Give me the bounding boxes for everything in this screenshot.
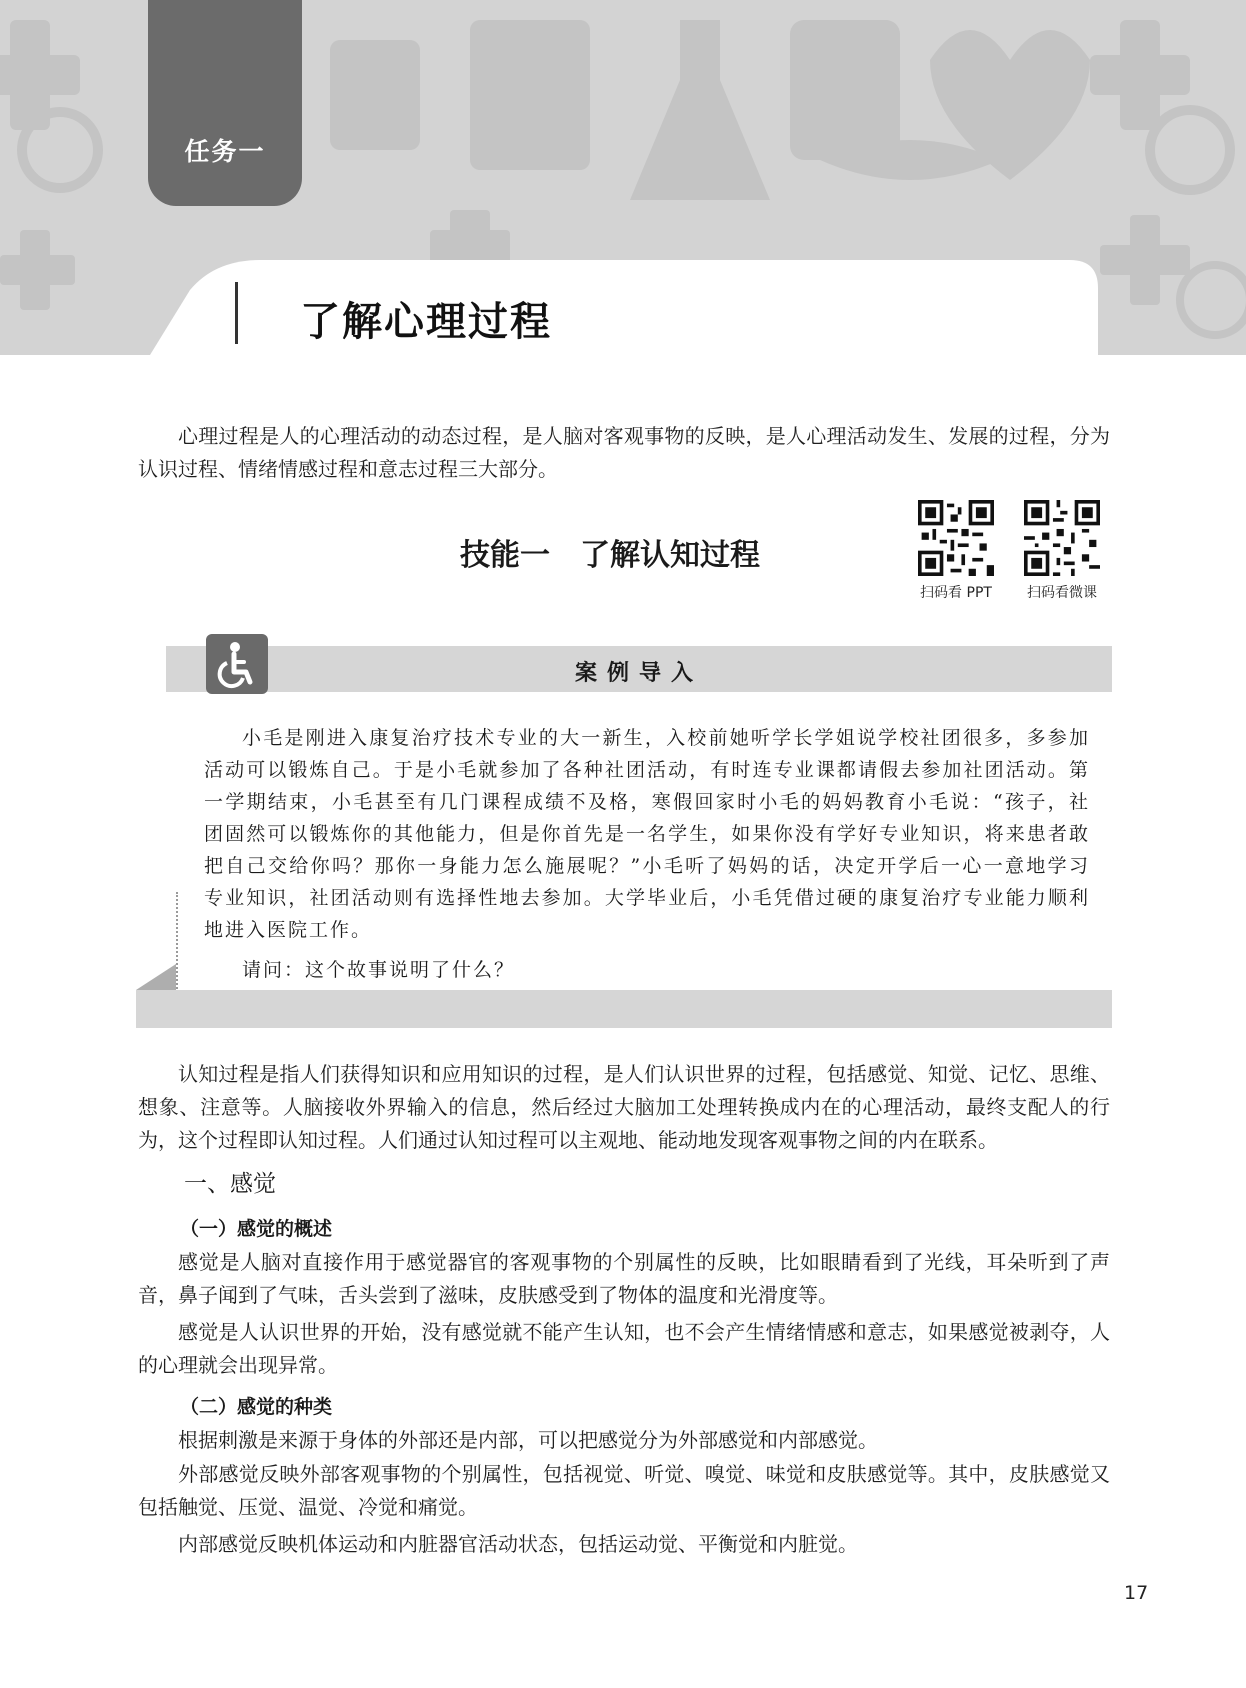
qr-video-caption: 扫码看微课 [1027, 585, 1097, 601]
subsection-heading-types: （二）感觉的种类 [180, 1396, 333, 1418]
paragraph: 根据刺激是来源于身体的外部还是内部，可以把感觉分为外部感觉和内部感觉。 [178, 1428, 878, 1452]
paragraph: 内部感觉反映机体运动和内脏器官活动状态，包括运动觉、平衡觉和内脏觉。 [178, 1532, 858, 1556]
title-rule [235, 282, 238, 344]
skill-heading: 技能一 了解认知过程 [460, 538, 760, 573]
qr-ppt-caption: 扫码看 PPT [920, 585, 992, 601]
section-heading: 一、感觉 [184, 1171, 276, 1197]
page-number: 17 [1124, 1582, 1149, 1604]
case-footer-bar [136, 990, 1112, 1028]
case-label: 案例导入 [574, 661, 703, 686]
chapter-banner [0, 0, 1246, 355]
paragraph: 感觉是人认识世界的开始，没有感觉就不能产生认知，也不会产生情绪情感和意志，如果感觉被剥夺，人的心理就会出现异常。 [138, 1320, 1110, 1377]
qr-code-ppt-icon[interactable] [918, 500, 994, 576]
paragraph: 感觉是人脑对直接作用于感觉器官的客观事物的个别属性的反映，比如眼睛看到了光线，耳朵听到了声音，鼻子闻到了气味，舌头尝到了滋味，皮肤感受到了物体的温度和光滑度等。 [138, 1250, 1110, 1307]
page-title: 了解心理过程 [300, 299, 552, 345]
task-label: 任务一 [184, 137, 266, 166]
cognition-paragraph: 认知过程是指人们获得知识和应用知识的过程，是人们认识世界的过程，包括感觉、知觉、记忆、思维、想象、注意等。人脑接收外界输入的信息，然后经过大脑加工处理转换成内在的心理活动，最终支配人的行为，这个过程即认知过程。人们通过认知过程可以主观地、能动地发现客观事物之间的内在联系。 [138, 1062, 1110, 1152]
case-icon-badge [206, 634, 268, 694]
wheelchair-icon [206, 634, 268, 694]
case-header-bar [166, 646, 1112, 692]
case-story: 小毛是刚进入康复治疗技术专业的大一新生，入校前她听学长学姐说学校社团很多，多参加活动可以锻炼自己。于是小毛就参加了各种社团活动，有时连专业课都请假去参加社团活动。第一学期结束，小毛甚至有几门课程成绩不及格，寒假回家时小毛的妈妈教育小毛说：“孩子，社团固然可以锻炼你的其他能力，但是你首先是一名学生，如果你没有学好专业知识，将来患者敢把自己交给你吗？那你一身能力怎么施展呢？”小毛听了妈妈的话，决定开学后一心一意地学习专业知识，社团活动则有选择性地去参加。大学毕业后，小毛凭借过硬的康复治疗专业能力顺利地进入医院工作。 [204, 727, 1090, 941]
subsection-heading-overview: （一）感觉的概述 [180, 1218, 333, 1240]
case-dotted-line [176, 892, 178, 992]
task-tab [148, 0, 302, 206]
case-corner-fold [136, 964, 176, 990]
intro-paragraph: 心理过程是人的心理活动的动态过程，是人脑对客观事物的反映，是人心理活动发生、发展的过程，分为认识过程、情绪情感过程和意志过程三大部分。 [138, 424, 1110, 481]
qr-code-video-icon[interactable] [1024, 500, 1100, 576]
case-question: 请问：这个故事说明了什么？ [242, 959, 516, 981]
paragraph: 外部感觉反映外部客观事物的个别属性，包括视觉、听觉、嗅觉、味觉和皮肤感觉等。其中，皮肤感觉又包括触觉、压觉、温觉、冷觉和痛觉。 [138, 1462, 1110, 1519]
